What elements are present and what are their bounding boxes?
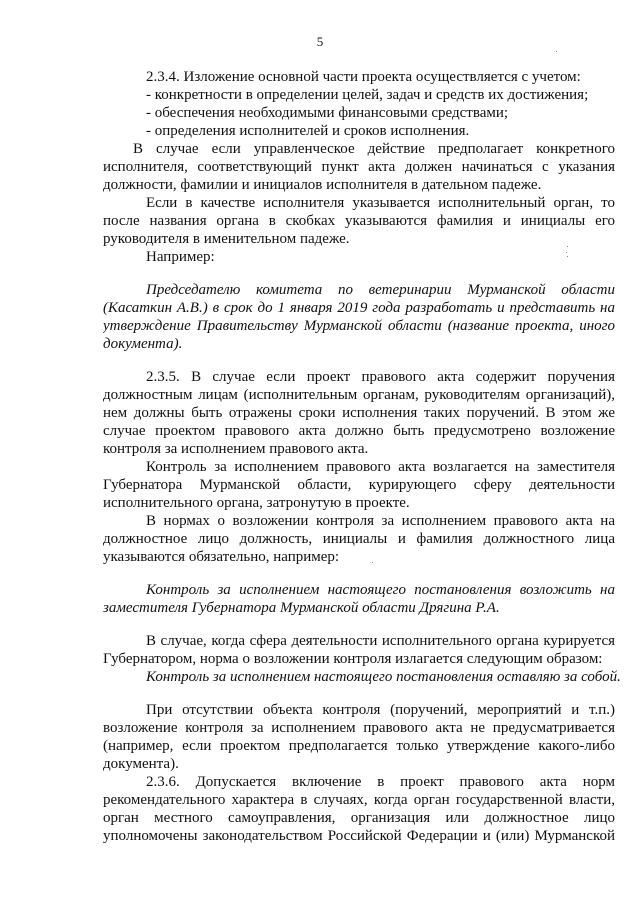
text-line: после названия органа в скобках указываются фамилия и инициалы его xyxy=(103,213,615,229)
text-line: В случае, когда сфера деятельности исполнительного органа курируется xyxy=(146,633,615,649)
text-line: Если в качестве исполнителя указывается исполнительный орган, то xyxy=(146,195,615,211)
page-number: 5 xyxy=(316,34,324,49)
text-line: В нормах о возложении контроля за исполнением правового акта на xyxy=(146,513,615,529)
text-line: Например: xyxy=(146,249,215,265)
text-line: нем должны быть отражены сроки исполнения таких поручений. В этом же xyxy=(103,405,615,421)
text-line: уполномочены законодательством Российской Федерации и (или) Мурманской xyxy=(103,828,615,844)
text-line: исполнительного органа, затронутую в проекте. xyxy=(103,495,410,511)
scan-speck xyxy=(372,562,373,563)
text-line: исполнителя, соответствующий пункт акта должен начинаться с указания xyxy=(103,159,615,175)
scan-speck xyxy=(556,51,557,52)
text-line: документа). xyxy=(103,756,179,772)
example-line: заместителя Губернатора Мурманской области Дрягина Р.А. xyxy=(103,600,500,616)
scan-speck xyxy=(566,252,567,253)
text-line: Губернатора Мурманской области, курирующего сферу деятельности xyxy=(103,477,615,493)
text-line: - конкретности в определении целей, задач и средств их достижения; xyxy=(146,87,589,103)
text-line: В случае если управленческое действие предполагает конкретного xyxy=(133,141,615,157)
text-line: 2.3.4. Изложение основной части проекта осуществляется с учетом: xyxy=(146,69,581,85)
example-line: Контроль за исполнением настоящего постановления возложить на xyxy=(146,582,615,598)
example-line: (Касаткин А.В.) в срок до 1 января 2019 года разработать и представить на xyxy=(103,300,615,316)
scan-speck xyxy=(567,246,568,247)
text-line: руководителя в именительном падеже. xyxy=(103,231,350,247)
example-line: утверждение Правительству Мурманской области (название проекта, иного xyxy=(103,318,615,334)
text-line: рекомендательного характера в случаях, когда орган государственной власти, xyxy=(103,792,615,808)
example-line: Контроль за исполнением настоящего постановления оставляю за собой. xyxy=(146,669,621,685)
text-line: возложение контроля за исполнением правового акта не предусматривается xyxy=(103,720,615,736)
text-line: Контроль за исполнением правового акта возлагается на заместителя xyxy=(146,459,615,475)
text-line: орган местного самоуправления, организация или должностное лицо xyxy=(103,810,615,826)
example-line: документа). xyxy=(103,336,183,352)
text-line: указываются обязательно, например: xyxy=(103,549,340,565)
text-line: должностное лицо должность, инициалы и фамилия должностного лица xyxy=(103,531,615,547)
text-line: - обеспечения необходимыми финансовыми средствами; xyxy=(146,105,509,121)
text-line: 2.3.5. В случае если проект правового акта содержит поручения xyxy=(146,369,615,385)
text-line: - определения исполнителей и сроков исполнения. xyxy=(146,123,470,139)
text-line: должностным лицам (исполнительным органам, руководителям организаций), xyxy=(103,387,615,403)
text-line: При отсутствии объекта контроля (поручений, мероприятий и т.п.) xyxy=(146,702,615,718)
text-line: 2.3.6. Допускается включение в проект правового акта норм xyxy=(146,774,615,790)
text-line: случае проектом правового акта должно быть предусмотрено возложение xyxy=(103,423,615,439)
text-line: контроля за исполнением правового акта. xyxy=(103,441,369,457)
text-line: Губернатором, норма о возложении контроля излагается следующим образом: xyxy=(103,651,603,667)
scan-speck xyxy=(567,256,568,257)
text-line: должности, фамилии и инициалов исполнителя в дательном падеже. xyxy=(103,177,542,193)
example-line: Председателю комитета по ветеринарии Мурманской области xyxy=(146,282,615,298)
text-line: (например, если проектом предполагается только утверждение какого-либо xyxy=(103,738,615,754)
